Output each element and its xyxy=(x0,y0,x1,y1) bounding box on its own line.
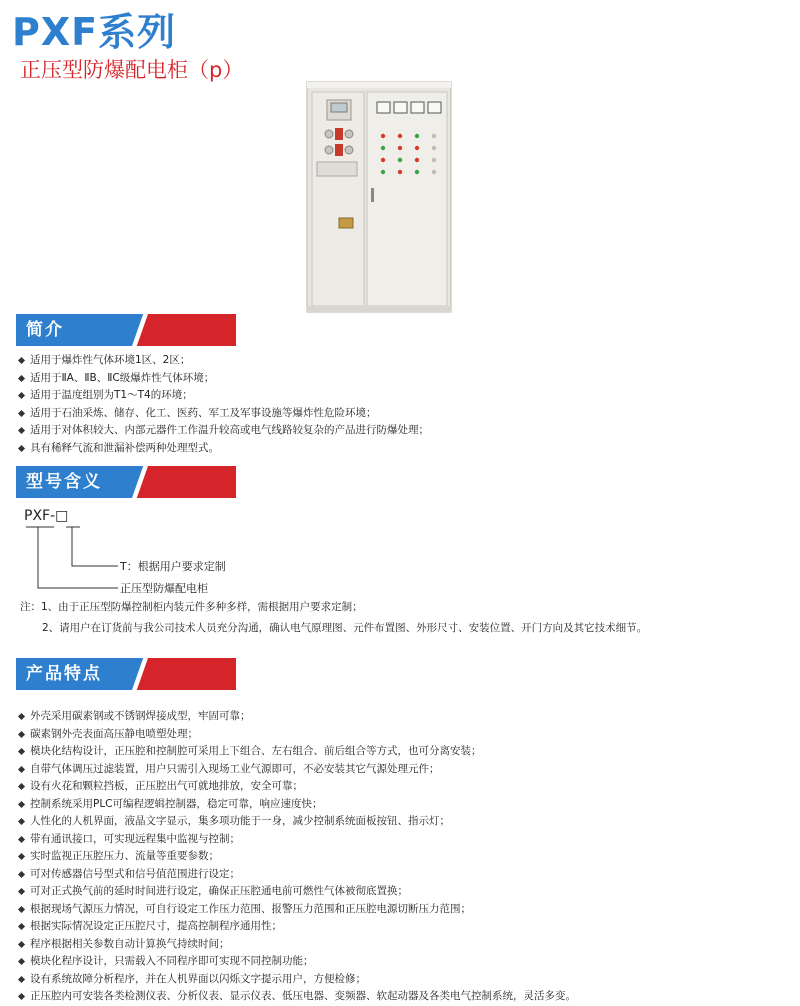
list-item: 设有系统故障分析程序，并在人机界面以闪烁文字提示用户，方便检修； xyxy=(16,971,576,989)
list-item: 控制系统采用PLC可编程逻辑控制器，稳定可靠，响应速度快； xyxy=(16,796,576,814)
list-item: 正压腔内可安装各类检测仪表、分析仪表、显示仪表、低压电器、变频器、软起动器及各类电气控制系统，灵活多变。 xyxy=(16,988,576,1006)
model-legend-name: 正压型防爆配电柜 xyxy=(120,582,208,595)
model-legend-lines xyxy=(24,526,134,592)
list-item: 带有通讯接口，可实现远程集中监视与控制； xyxy=(16,831,576,849)
list-item: 外壳采用碳素钢或不锈钢焊接成型，牢固可靠； xyxy=(16,708,576,726)
cabinet-image xyxy=(305,78,453,314)
list-item: 设有火花和颗粒挡板，正压腔出气可就地排放，安全可靠； xyxy=(16,778,576,796)
list-item: 根据现场气源压力情况，可自行设定工作压力范围、报警压力范围和正压腔电源切断压力范围； xyxy=(16,901,576,919)
list-item: 具有稀释气流和泄漏补偿两种处理型式。 xyxy=(16,440,429,458)
list-item: 模块化结构设计，正压腔和控制腔可采用上下组合、左右组合、前后组合等方式，也可分离安装； xyxy=(16,743,576,761)
list-item: 模块化程序设计，只需载入不同程序即可实现不同控制功能； xyxy=(16,953,576,971)
list-item: 程序根据相关参数自动计算换气持续时间； xyxy=(16,936,576,954)
model-code: PXF-□ xyxy=(24,508,69,524)
section-title-model: 型号含义 xyxy=(26,472,102,492)
model-legend-t: T：根据用户要求定制 xyxy=(120,560,226,573)
list-item: 可对正式换气前的延时时间进行设定，确保正压腔通电前可燃性气体被彻底置换； xyxy=(16,883,576,901)
series-title: PXF系列 xyxy=(12,10,177,54)
section-title-features: 产品特点 xyxy=(26,664,102,684)
list-item: 适用于石油采炼、储存、化工、医药、军工及军事设施等爆炸性危险环境； xyxy=(16,405,429,423)
section-title-intro: 简介 xyxy=(26,320,64,340)
list-item: 根据实际情况设定正压腔尺寸，提高控制程序通用性； xyxy=(16,918,576,936)
section-header-model xyxy=(16,466,236,498)
list-item: 实时监视正压腔压力、流量等重要参数； xyxy=(16,848,576,866)
list-item: 适用于对体积较大、内部元器件工作温升较高或电气线路较复杂的产品进行防爆处理； xyxy=(16,422,429,440)
model-note-2: 2、请用户在订货前与我公司技术人员充分沟通，确认电气原理图、元件布置图、外形尺寸、安装位置、开门方向及其它技术细节。 xyxy=(42,622,648,634)
product-name: 正压型防爆配电柜（p） xyxy=(20,58,244,82)
list-item: 适用于ⅡA、ⅡB、ⅡC级爆炸性气体环境； xyxy=(16,370,429,388)
features-list xyxy=(16,708,576,1006)
list-item: 碳素钢外壳表面高压静电喷塑处理； xyxy=(16,726,576,744)
model-note-1: 注：1、由于正压型防爆控制柜内装元件多种多样，需根据用户要求定制； xyxy=(20,601,363,613)
list-item: 适用于温度组别为T1～T4的环境； xyxy=(16,387,429,405)
list-item: 自带气体调压过滤装置，用户只需引入现场工业气源即可，不必安装其它气源处理元件； xyxy=(16,761,576,779)
list-item: 人性化的人机界面，液晶文字显示，集多项功能于一身，减少控制系统面板按钮、指示灯； xyxy=(16,813,576,831)
list-item: 适用于爆炸性气体环境1区、2区； xyxy=(16,352,429,370)
list-item: 可对传感器信号型式和信号值范围进行设定； xyxy=(16,866,576,884)
intro-list xyxy=(16,352,429,457)
section-header-features xyxy=(16,658,236,690)
section-header-intro xyxy=(16,314,236,346)
